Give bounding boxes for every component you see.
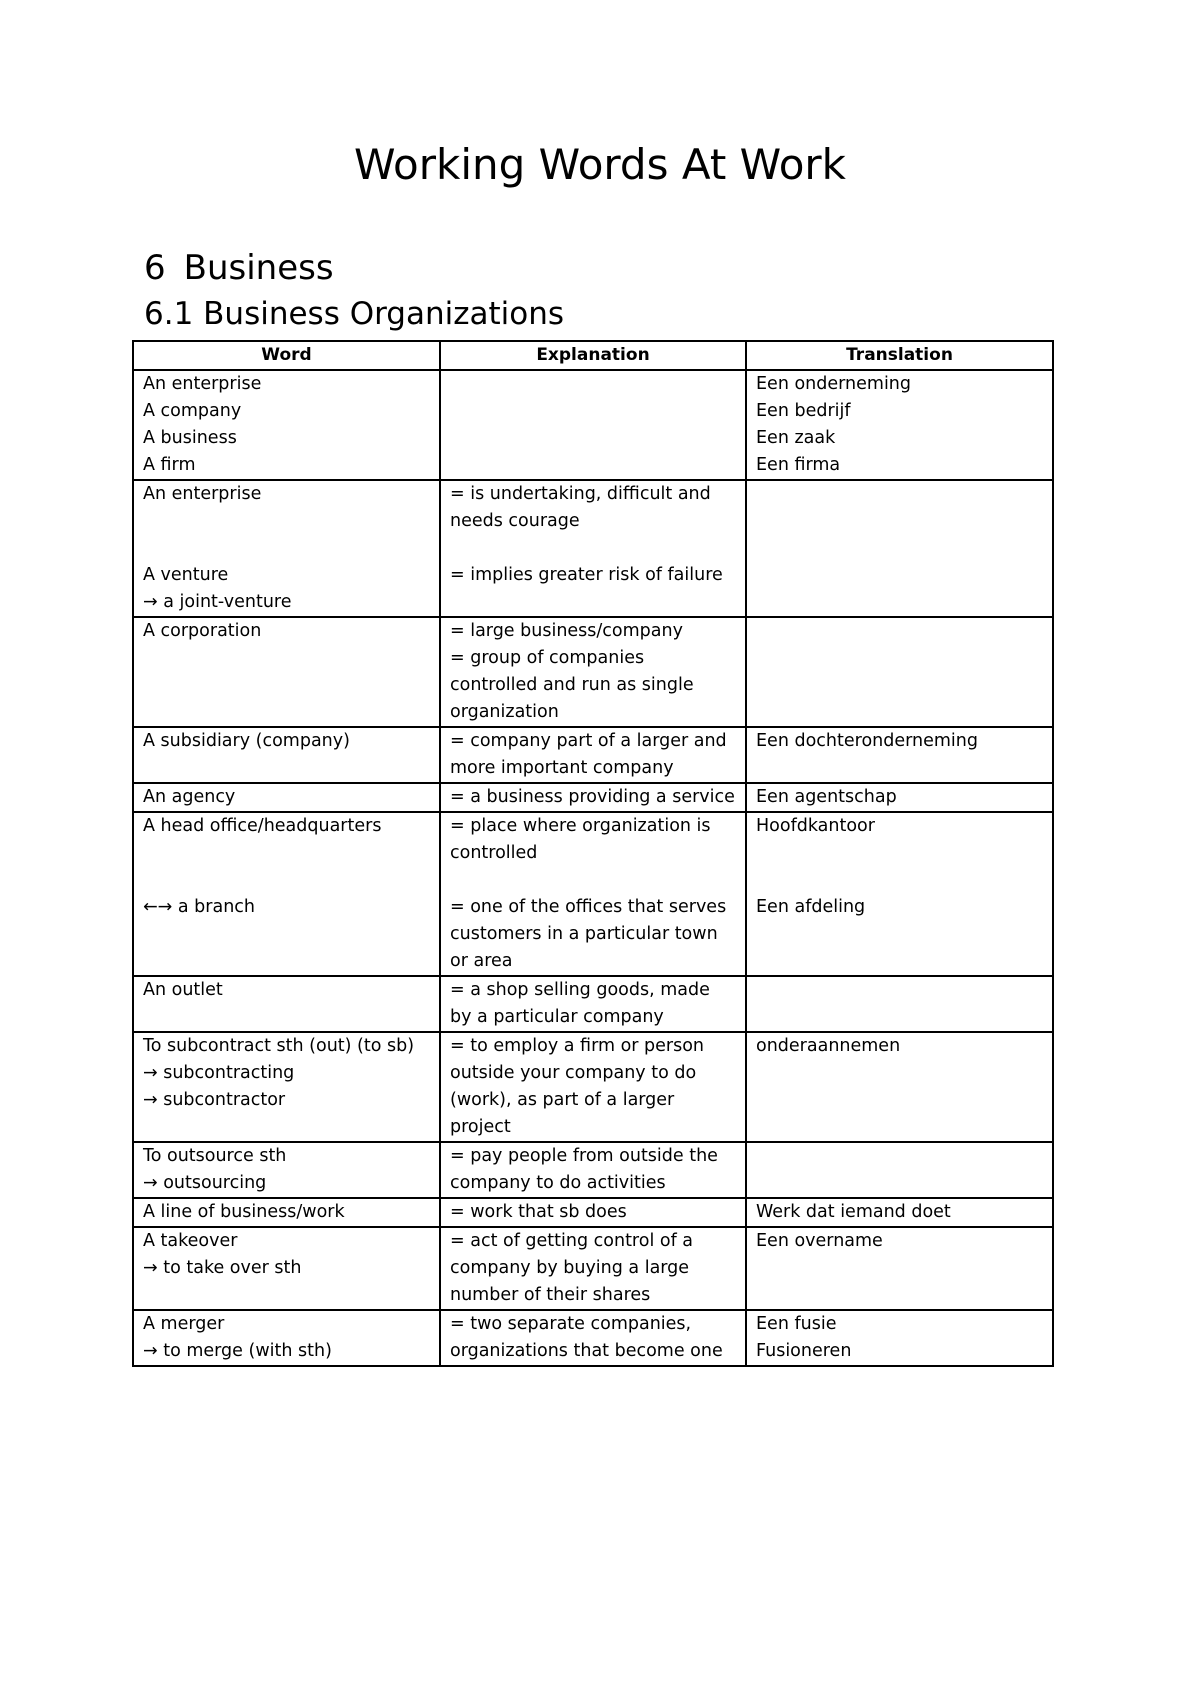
cell-line: = group of companies [450,648,645,668]
header-word: Word [133,341,440,370]
vocabulary-table [132,340,1054,1367]
table-row [133,1032,1053,1142]
cell-line: = to employ a firm or person [450,1036,705,1056]
chapter-title: Business [183,248,334,288]
cell-line [450,535,736,562]
cell-line: Een zaak [756,428,836,448]
table-row [133,1142,1053,1198]
cell-line: = large business/company [450,621,683,641]
cell-line: → to merge (with sth) [143,1341,332,1361]
table-row [133,976,1053,1032]
cell-translation [746,783,1053,812]
cell-line: = place where organization is [450,816,711,836]
cell-line: Een afdeling [756,897,866,917]
cell-word [133,1142,440,1198]
table-row [133,480,1053,617]
table-row [133,812,1053,976]
cell-line [143,535,430,562]
cell-line: = a business providing a service [450,787,735,807]
cell-explanation [440,370,746,480]
cell-line: An agency [143,787,236,807]
cell-line: number of their shares [450,1285,651,1305]
cell-line: (work), as part of a larger [450,1090,675,1110]
cell-line [143,840,430,867]
chapter-heading [144,248,334,288]
cell-line: ←→ a branch [143,897,256,917]
cell-line: = a shop selling goods, made [450,980,710,1000]
cell-translation [746,1142,1053,1198]
cell-explanation [440,783,746,812]
cell-line: Werk dat iemand doet [756,1202,951,1222]
cell-line: A merger [143,1314,225,1334]
cell-line [143,867,430,894]
cell-translation [746,480,1053,617]
cell-line: A venture [143,565,229,585]
table-row [133,370,1053,480]
cell-translation [746,727,1053,783]
cell-line: company to do activities [450,1173,666,1193]
cell-translation [746,370,1053,480]
cell-explanation [440,727,746,783]
cell-explanation [440,1227,746,1310]
cell-line: → outsourcing [143,1173,267,1193]
cell-translation [746,1227,1053,1310]
cell-line: Een overname [756,1231,883,1251]
cell-line: customers in a particular town [450,924,718,944]
table-row [133,727,1053,783]
document-title: Working Words At Work [353,140,846,189]
section-heading: 6.1 Business Organizations [144,296,565,332]
chapter-number: 6 [144,248,166,288]
cell-line: organization [450,702,559,722]
cell-line: = work that sb does [450,1202,627,1222]
table-row [133,1227,1053,1310]
cell-line: An outlet [143,980,223,1000]
cell-line: Hoofdkantoor [756,816,875,836]
cell-line: = company part of a larger and [450,731,727,751]
cell-line: company by buying a large [450,1258,690,1278]
cell-line [756,867,1043,894]
cell-line: = act of getting control of a [450,1231,694,1251]
table-header-row [133,341,1053,370]
table-body [133,370,1053,1366]
cell-line: project [450,1117,511,1137]
cell-line: = is undertaking, difficult and [450,484,711,504]
cell-word [133,480,440,617]
cell-line: → subcontractor [143,1090,286,1110]
table-row [133,783,1053,812]
cell-line: A company [143,401,242,421]
cell-translation [746,1310,1053,1366]
cell-line: → subcontracting [143,1063,295,1083]
cell-explanation [440,1032,746,1142]
cell-translation [746,1032,1053,1142]
cell-line: A takeover [143,1231,238,1251]
cell-line: A subsidiary (company) [143,731,350,751]
cell-line: onderaannemen [756,1036,901,1056]
cell-line: Een fusie [756,1314,837,1334]
cell-line: A corporation [143,621,262,641]
cell-line: Een firma [756,455,841,475]
cell-explanation [440,976,746,1032]
cell-word [133,976,440,1032]
cell-line: An enterprise [143,484,262,504]
cell-word [133,1032,440,1142]
cell-explanation [440,1198,746,1227]
cell-line: To outsource sth [143,1146,287,1166]
cell-line: or area [450,951,513,971]
cell-explanation [440,1142,746,1198]
cell-translation [746,1198,1053,1227]
header-translation: Translation [746,341,1053,370]
cell-line: = pay people from outside the [450,1146,718,1166]
cell-line: → a joint-venture [143,592,292,612]
cell-line: Een dochteronderneming [756,731,978,751]
cell-word [133,1227,440,1310]
cell-line: = two separate companies, [450,1314,692,1334]
cell-word [133,617,440,727]
cell-line: Een onderneming [756,374,912,394]
cell-line: → to take over sth [143,1258,302,1278]
cell-explanation [440,1310,746,1366]
cell-line: Een agentschap [756,787,897,807]
cell-translation [746,976,1053,1032]
cell-translation [746,812,1053,976]
cell-line: controlled [450,843,538,863]
cell-word [133,812,440,976]
cell-line: organizations that become one [450,1341,723,1361]
cell-explanation [440,617,746,727]
cell-word [133,370,440,480]
cell-line: Fusioneren [756,1341,852,1361]
cell-word [133,783,440,812]
table-row [133,1310,1053,1366]
cell-line: A business [143,428,237,448]
cell-line: = one of the offices that serves [450,897,727,917]
table-row [133,617,1053,727]
cell-line: needs courage [450,511,580,531]
cell-translation [746,617,1053,727]
cell-line [756,840,1043,867]
header-explanation: Explanation [440,341,746,370]
cell-line: To subcontract sth (out) (to sb) [143,1036,415,1056]
cell-line: = implies greater risk of failure [450,565,723,585]
cell-line: controlled and run as single [450,675,694,695]
cell-explanation [440,812,746,976]
cell-line: outside your company to do [450,1063,697,1083]
cell-line: A head office/headquarters [143,816,382,836]
cell-line: more important company [450,758,674,778]
cell-explanation [440,480,746,617]
cell-word [133,1310,440,1366]
cell-word [133,1198,440,1227]
cell-line: A firm [143,455,196,475]
cell-line: A line of business/work [143,1202,345,1222]
cell-line: Een bedrijf [756,401,851,421]
cell-line: by a particular company [450,1007,664,1027]
table-row [133,1198,1053,1227]
cell-line [450,867,736,894]
cell-line: An enterprise [143,374,262,394]
cell-line [143,508,430,535]
cell-word [133,727,440,783]
